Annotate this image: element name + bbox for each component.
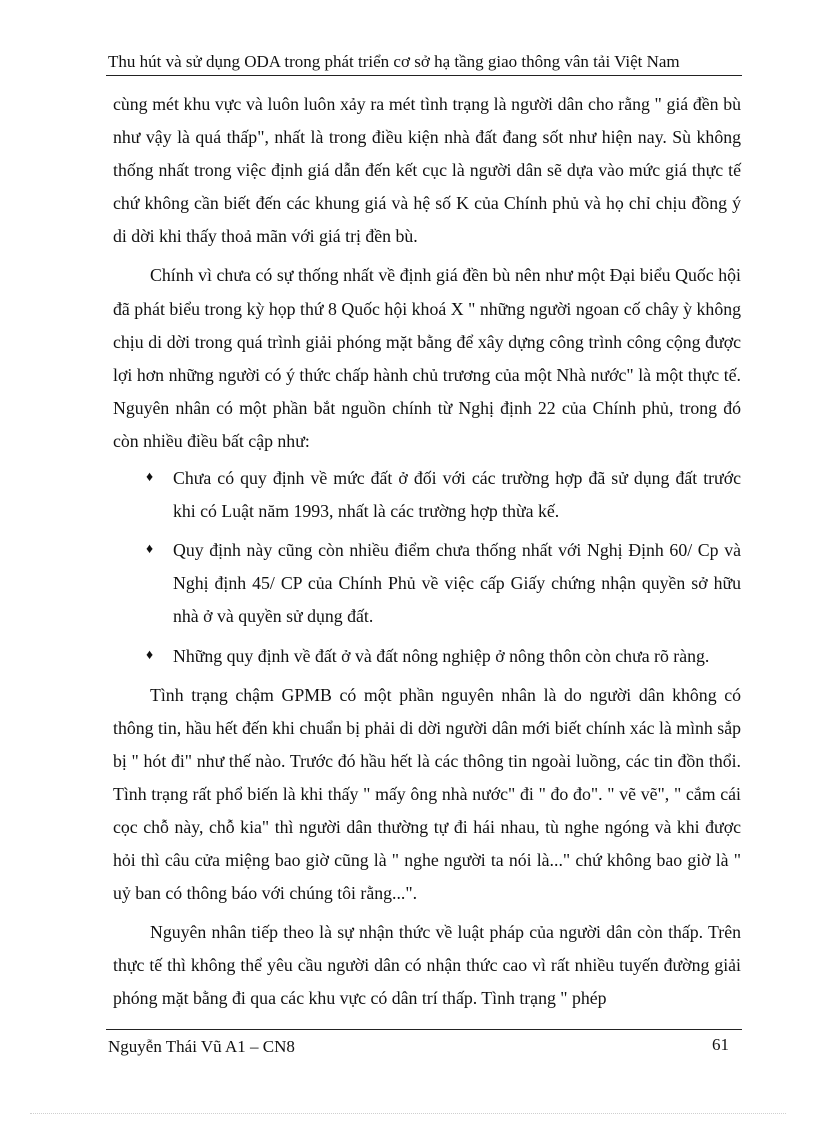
paragraph-continued: cùng mét khu vực và luôn luôn xảy ra mét tình trạng là người dân cho rằng " giá đền bù như vậy là quá thấp", nhất là trong điều kiện nhà đất đang sốt như hiện nay. Sù không thống nhất trong việc định giá dẫn đến kết cục là người dân sẽ dựa vào mức giá thực tế chứ không cần biết đến các khung giá và hệ số K của Chính phủ và họ chỉ chịu đồng ý di dời khi thấy thoả mãn với giá trị đền bù. bbox=[113, 94, 741, 247]
diamond-bullet-icon: ♦ bbox=[146, 470, 154, 486]
list-item-text: Những quy định về đất ở và đất nông nghiệp ở nông thôn còn chưa rõ ràng. bbox=[173, 645, 710, 666]
running-header: Thu hút và sử dụng ODA trong phát triển cơ sở hạ tầng giao thông vân tải Việt Nam bbox=[108, 52, 680, 71]
paragraph: Tình trạng chậm GPMB có một phần nguyên nhân là do người dân không có thông tin, hầu hết đến khi chuẩn bị phải di dời người dân mới biết chính xác là mình sắp bị " hót đi" như thế nào. Trước đó hầu hết là các thông tin ngoài luồng, các tin đồn thổi. Tình trạng rất phổ biến là khi thấy " mấy ông nhà nước" đi " đo đo". " vẽ vẽ", " cắm cái cọc chỗ này, chỗ kia" thì người dân thường tự đi hái nhau, tù nghe ngóng và khi được hỏi thì câu cửa miệng bao giờ cũng là " nghe người ta nói là..." chứ không bao giờ là " uỷ ban có thông báo với chúng tôi rằng...". bbox=[113, 684, 741, 904]
header-rule bbox=[106, 75, 742, 76]
paragraph: Nguyên nhân tiếp theo là sự nhận thức về luật pháp của người dân còn thấp. Trên thực tế thì không thể yêu cầu người dân có nhận thức cao vì rất nhiều tuyến đường giải phóng mặt bằng đi qua các khu vực có dân trí thấp. Tình trạng " phép bbox=[113, 922, 741, 1009]
list-item-text: Chưa có quy định về mức đất ở đối với các trường hợp đã sử dụng đất trước khi có Luật năm 1993, nhất là các trường hợp thừa kế. bbox=[173, 468, 741, 522]
list-item bbox=[113, 462, 741, 528]
diamond-bullet-icon: ♦ bbox=[146, 647, 154, 663]
paragraph: Chính vì chưa có sự thống nhất về định giá đền bù nên như một Đại biểu Quốc hội đã phát biểu trong kỳ họp thứ 8 Quốc hội khoá X " những người ngoan cố chây ỳ không chịu di dời trong quá trình giải phóng mặt bằng để xây dựng công trình công cộng được lợi hơn những người có ý thức chấp hành chủ trương của một Nhà nước" là một thực tế. Nguyên nhân có một phần bắt nguồn chính từ Nghị định 22 của Chính phủ, trong đó còn nhiều điều bất cập như: bbox=[113, 265, 741, 451]
list-item-text: Quy định này cũng còn nhiều điểm chưa thống nhất với Nghị Định 60/ Cp và Nghị định 45/ CP của Chính Phủ về việc cấp Giấy chứng nhận quyền sở hữu nhà ở và quyền sử dụng đất. bbox=[173, 540, 741, 627]
list-item bbox=[113, 640, 741, 673]
diamond-bullet-icon: ♦ bbox=[146, 542, 154, 558]
footer-rule bbox=[106, 1029, 742, 1030]
list-item bbox=[113, 534, 741, 633]
footer-author: Nguyễn Thái Vũ A1 – CN8 bbox=[108, 1037, 295, 1056]
body-text bbox=[113, 88, 741, 1016]
bullet-list bbox=[113, 462, 741, 673]
page-edge-divider bbox=[30, 1113, 786, 1114]
page-number: 61 bbox=[712, 1035, 729, 1054]
